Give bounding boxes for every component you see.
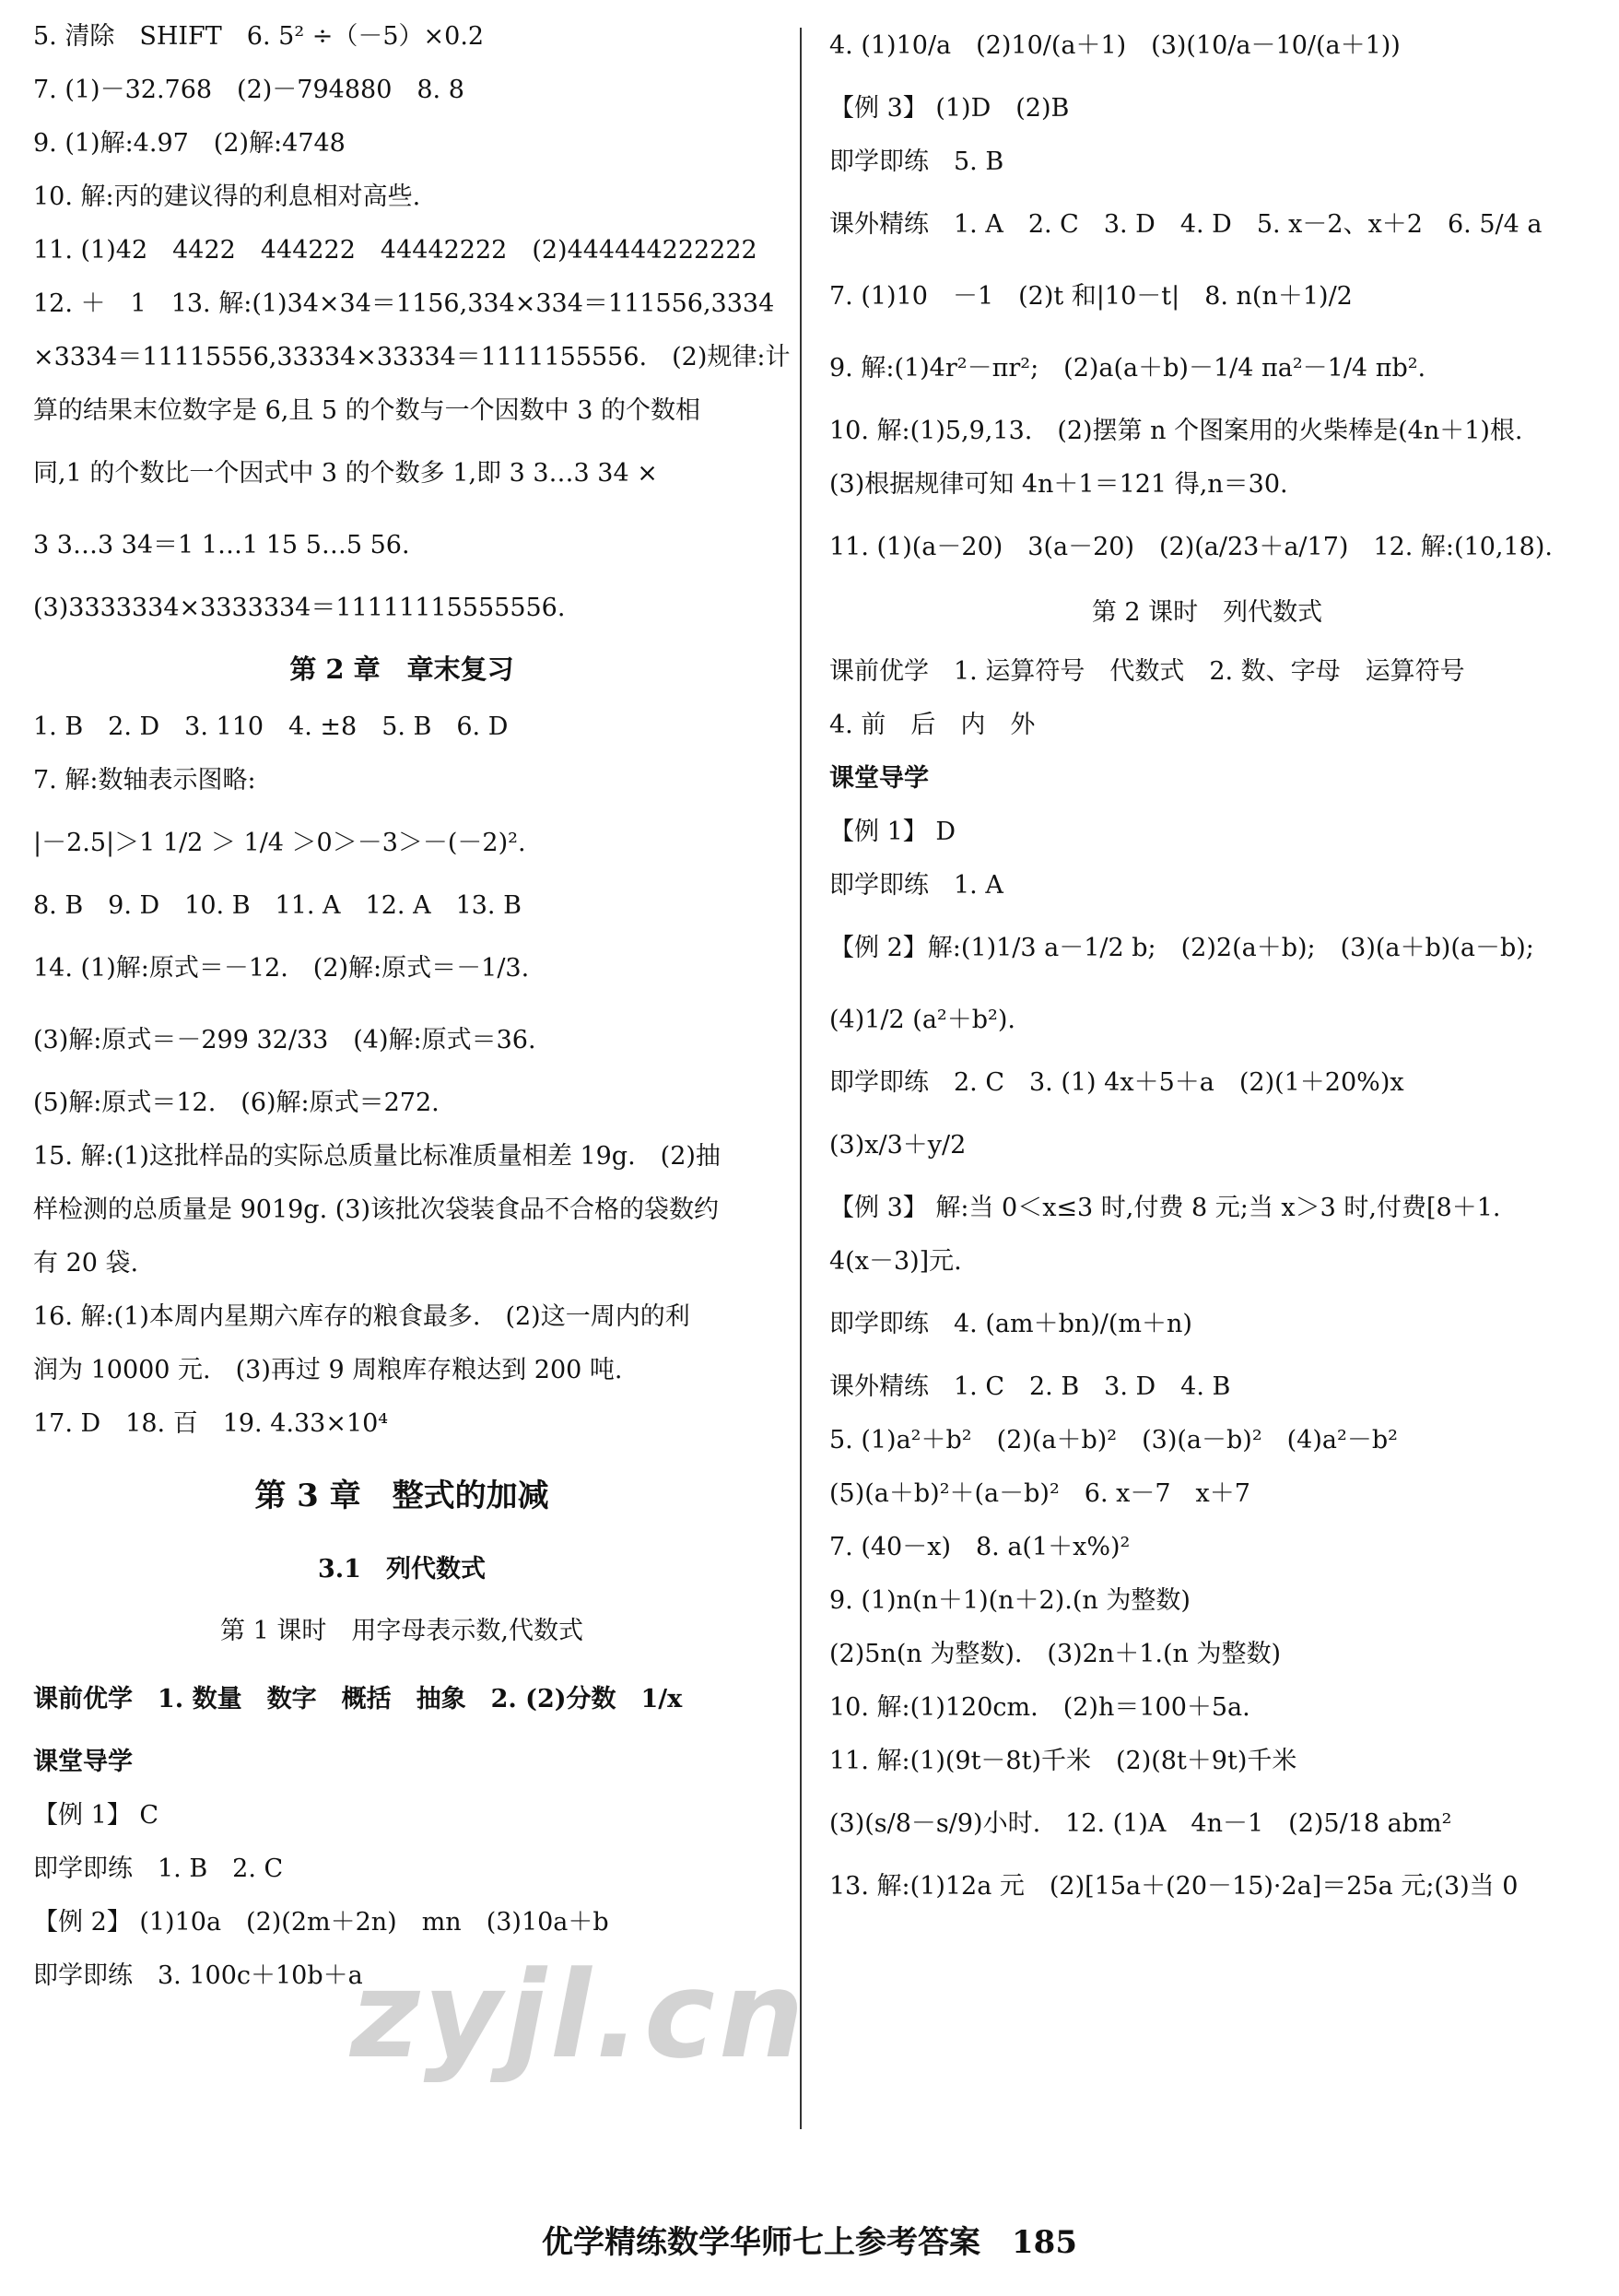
answer-line: 8. B 9. D 10. B 11. A 12. A 13. B — [33, 891, 522, 920]
answer-line: 10. 解:丙的建议得的利息相对高些. — [33, 183, 421, 211]
answer-line: 9. (1)解:4.97 (2)解:4748 — [33, 129, 346, 158]
lesson-title: 第 2 课时 列代数式 — [1091, 598, 1323, 627]
answer-line: 1. B 2. D 3. 110 4. ±8 5. B 6. D — [33, 712, 509, 741]
answer-line: 7. (1)10 －1 (2)t 和|10－t| 8. n(n＋1)/2 — [829, 282, 1353, 311]
answer-line: 课堂导学 — [829, 764, 929, 793]
answer-line: (3)解:原式＝－299 32/33 (4)解:原式＝36. — [33, 1026, 536, 1054]
section-title: 3.1 列代数式 — [318, 1555, 486, 1584]
answer-line: (5)(a＋b)²＋(a－b)² 6. x－7 x＋7 — [829, 1479, 1250, 1508]
answer-line: 有 20 袋. — [33, 1249, 139, 1278]
column-divider — [800, 28, 802, 2129]
answer-line: 即学即练 3. 100c＋10b＋a — [33, 1961, 363, 1990]
answer-line: 即学即练 4. (am＋bn)/(m＋n) — [829, 1310, 1192, 1338]
answer-line: 即学即练 1. A — [829, 871, 1003, 900]
answer-line: 【例 2】 (1)10a (2)(2m＋2n) mn (3)10a＋b — [33, 1908, 609, 1937]
answer-line: 11. (1)42 4422 444222 44442222 (2)444444222222 — [33, 236, 757, 265]
answer-line: 【例 3】 解:当 0＜x≤3 时,付费 8 元;当 x＞3 时,付费[8＋1. — [829, 1194, 1501, 1222]
section-heading: 第 2 章 章末复习 — [289, 653, 514, 685]
watermark: zyjl.cn — [350, 1945, 808, 2085]
answer-line: 即学即练 1. B 2. C — [33, 1854, 284, 1883]
answer-line: 5. (1)a²＋b² (2)(a＋b)² (3)(a－b)² (4)a²－b² — [829, 1426, 1398, 1454]
answer-line: 【例 1】 C — [33, 1801, 159, 1830]
answer-line: (3)根据规律可知 4n＋1＝121 得,n＝30. — [829, 470, 1288, 499]
answer-line: 即学即练 2. C 3. (1) 4x＋5＋a (2)(1＋20%)x — [829, 1068, 1404, 1097]
answer-line: 4(x－3)]元. — [829, 1247, 962, 1276]
answer-line: 12. ＋ 1 13. 解:(1)34×34＝1156,334×334＝111556,3334 — [33, 289, 775, 318]
answer-line: 14. (1)解:原式＝－12. (2)解:原式＝－1/3. — [33, 954, 530, 983]
answer-line: 15. 解:(1)这批样品的实际总质量比标准质量相差 19g. (2)抽 — [33, 1142, 721, 1171]
page-footer: 优学精练数学华师七上参考答案 185 — [542, 2224, 1077, 2261]
answer-line: 4. (1)10/a (2)10/(a＋1) (3)(10/a－10/(a＋1)) — [829, 31, 1401, 60]
answer-line: 9. (1)n(n＋1)(n＋2).(n 为整数) — [829, 1586, 1191, 1615]
answer-line: 课外精练 1. C 2. B 3. D 4. B — [829, 1372, 1231, 1401]
answer-line: 11. 解:(1)(9t－8t)千米 (2)(8t＋9t)千米 — [829, 1747, 1297, 1775]
answer-line: 即学即练 5. B — [829, 147, 1004, 176]
answer-line: 7. 解:数轴表示图略: — [33, 766, 256, 795]
answer-line: 【例 2】解:(1)1/3 a－1/2 b; (2)2(a＋b); (3)(a＋b)(a－b); — [829, 934, 1534, 962]
answer-line: |－2.5|＞1 1/2 ＞ 1/4 ＞0＞－3＞－(－2)². — [33, 829, 526, 857]
answer-line: (2)5n(n 为整数). (3)2n＋1.(n 为整数) — [829, 1640, 1282, 1668]
answer-line: 课前优学 1. 运算符号 代数式 2. 数、字母 运算符号 — [829, 657, 1465, 686]
answer-line: 3 3…3 34＝1 1…1 15 5…5 56. — [33, 531, 410, 559]
answer-line: 课前优学 1. 数量 数字 概括 抽象 2. (2)分数 1/x — [33, 1685, 683, 1713]
answer-line: 13. 解:(1)12a 元 (2)[15a＋(20－15)·2a]＝25a 元;(3)当 0 — [829, 1872, 1519, 1901]
answer-line: 11. (1)(a－20) 3(a－20) (2)(a/23＋a/17) 12. 解:(10,18). — [829, 533, 1553, 561]
answer-line: 【例 1】 D — [829, 818, 956, 846]
answer-line: 7. (1)－32.768 (2)－794880 8. 8 — [33, 76, 464, 104]
answer-line: 4. 前 后 内 外 — [829, 711, 1036, 739]
answer-line: 16. 解:(1)本周内星期六库存的粮食最多. (2)这一周内的利 — [33, 1302, 690, 1331]
left-column — [33, 18, 791, 2011]
answer-line: 课堂导学 — [33, 1748, 133, 1776]
answer-line: 润为 10000 元. (3)再过 9 周粮库存粮达到 200 吨. — [33, 1356, 623, 1384]
answer-line: (3)x/3＋y/2 — [829, 1131, 967, 1160]
answer-line: 17. D 18. 百 19. 4.33×10⁴ — [33, 1409, 389, 1438]
answer-line: 5. 清除 SHIFT 6. 5² ÷（－5）×0.2 — [33, 22, 485, 51]
answer-line: 10. 解:(1)5,9,13. (2)摆第 n 个图案用的火柴棒是(4n＋1)根. — [829, 417, 1523, 445]
answer-line: ×3334＝11115556,33334×33334＝1111155556. (2)规律:计 — [33, 343, 791, 371]
answer-line: (3)(s/8－s/9)小时. 12. (1)A 4n－1 (2)5/18 abm² — [829, 1809, 1452, 1838]
answer-line: (4)1/2 (a²＋b²). — [829, 1006, 1015, 1034]
answer-line: (3)3333334×3333334＝11111115555556. — [33, 594, 566, 622]
answer-line: (5)解:原式＝12. (6)解:原式＝272. — [33, 1089, 440, 1117]
answer-line: 同,1 的个数比一个因式中 3 的个数多 1,即 3 3…3 34 × — [33, 459, 658, 488]
answer-line: 【例 3】 (1)D (2)B — [829, 94, 1070, 123]
right-column — [829, 18, 1585, 1922]
lesson-title: 第 1 课时 用字母表示数,代数式 — [220, 1617, 583, 1645]
answer-line: 9. 解:(1)4r²－πr²; (2)a(a＋b)－1/4 πa²－1/4 πb². — [829, 354, 1426, 383]
answer-line: 7. (40－x) 8. a(1＋x%)² — [829, 1533, 1131, 1561]
answer-line: 10. 解:(1)120cm. (2)h＝100＋5a. — [829, 1693, 1250, 1722]
answer-line: 课外精练 1. A 2. C 3. D 4. D 5. x－2、x＋2 6. 5/4 a — [829, 210, 1543, 239]
answer-line: 算的结果末位数字是 6,且 5 的个数与一个因数中 3 的个数相 — [33, 396, 701, 425]
chapter-title: 第 3 章 整式的加减 — [254, 1478, 549, 1514]
answer-line: 样检测的总质量是 9019g. (3)该批次袋装食品不合格的袋数约 — [33, 1195, 719, 1224]
